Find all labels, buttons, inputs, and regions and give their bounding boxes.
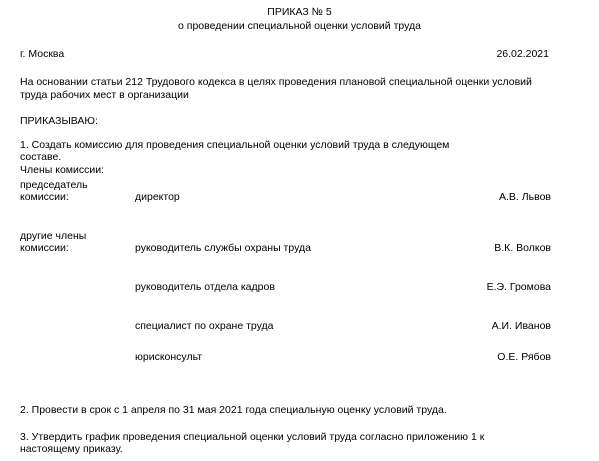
chairman-label-line-2: комиссии:	[20, 191, 69, 203]
order-word: ПРИКАЗЫВАЮ:	[20, 115, 98, 127]
member-name: В.К. Волков	[494, 242, 551, 254]
chairman-name: А.В. Львов	[499, 191, 551, 203]
members-heading: Члены комиссии:	[20, 164, 105, 176]
item-3-line-1: 3. Утвердить график проведения специальной оценки условий труда согласно приложению 1 к	[20, 431, 485, 443]
chairman-label-line-1: председатель	[20, 179, 88, 191]
others-label-line-2: комиссии:	[20, 242, 69, 254]
member-position: юрисконсульт	[135, 351, 203, 363]
item-1-line-1: 1. Создать комиссию для проведения специальной оценки условий труда в следующем	[20, 139, 450, 151]
intro-line-1: На основании статьи 212 Трудового кодекса в целях проведения плановой специальной оценки условий	[20, 76, 532, 88]
item-2: 2. Провести в срок с 1 апреля по 31 мая 2021 года специальную оценку условий труда.	[20, 404, 447, 416]
member-position: руководитель службы охраны труда	[135, 242, 311, 254]
place-text: г. Москва	[20, 48, 65, 60]
document-title: ПРИКАЗ № 5	[267, 6, 332, 18]
others-label-line-1: другие члены	[20, 230, 87, 242]
member-name: А.И. Иванов	[491, 320, 551, 332]
item-1-line-2: составе.	[20, 151, 62, 163]
intro-line-2: труда рабочих мест в организации	[20, 89, 189, 101]
chairman-position: директор	[135, 191, 180, 203]
member-name: О.Е. Рябов	[497, 351, 551, 363]
member-position: руководитель отдела кадров	[135, 281, 275, 293]
member-position: специалист по охране труда	[135, 320, 274, 332]
document-subtitle: о проведении специальной оценки условий труда	[178, 20, 421, 32]
date-text: 26.02.2021	[496, 48, 549, 60]
member-name: Е.Э. Громова	[486, 281, 551, 293]
item-3-line-2: настоящему приказу.	[20, 443, 123, 455]
